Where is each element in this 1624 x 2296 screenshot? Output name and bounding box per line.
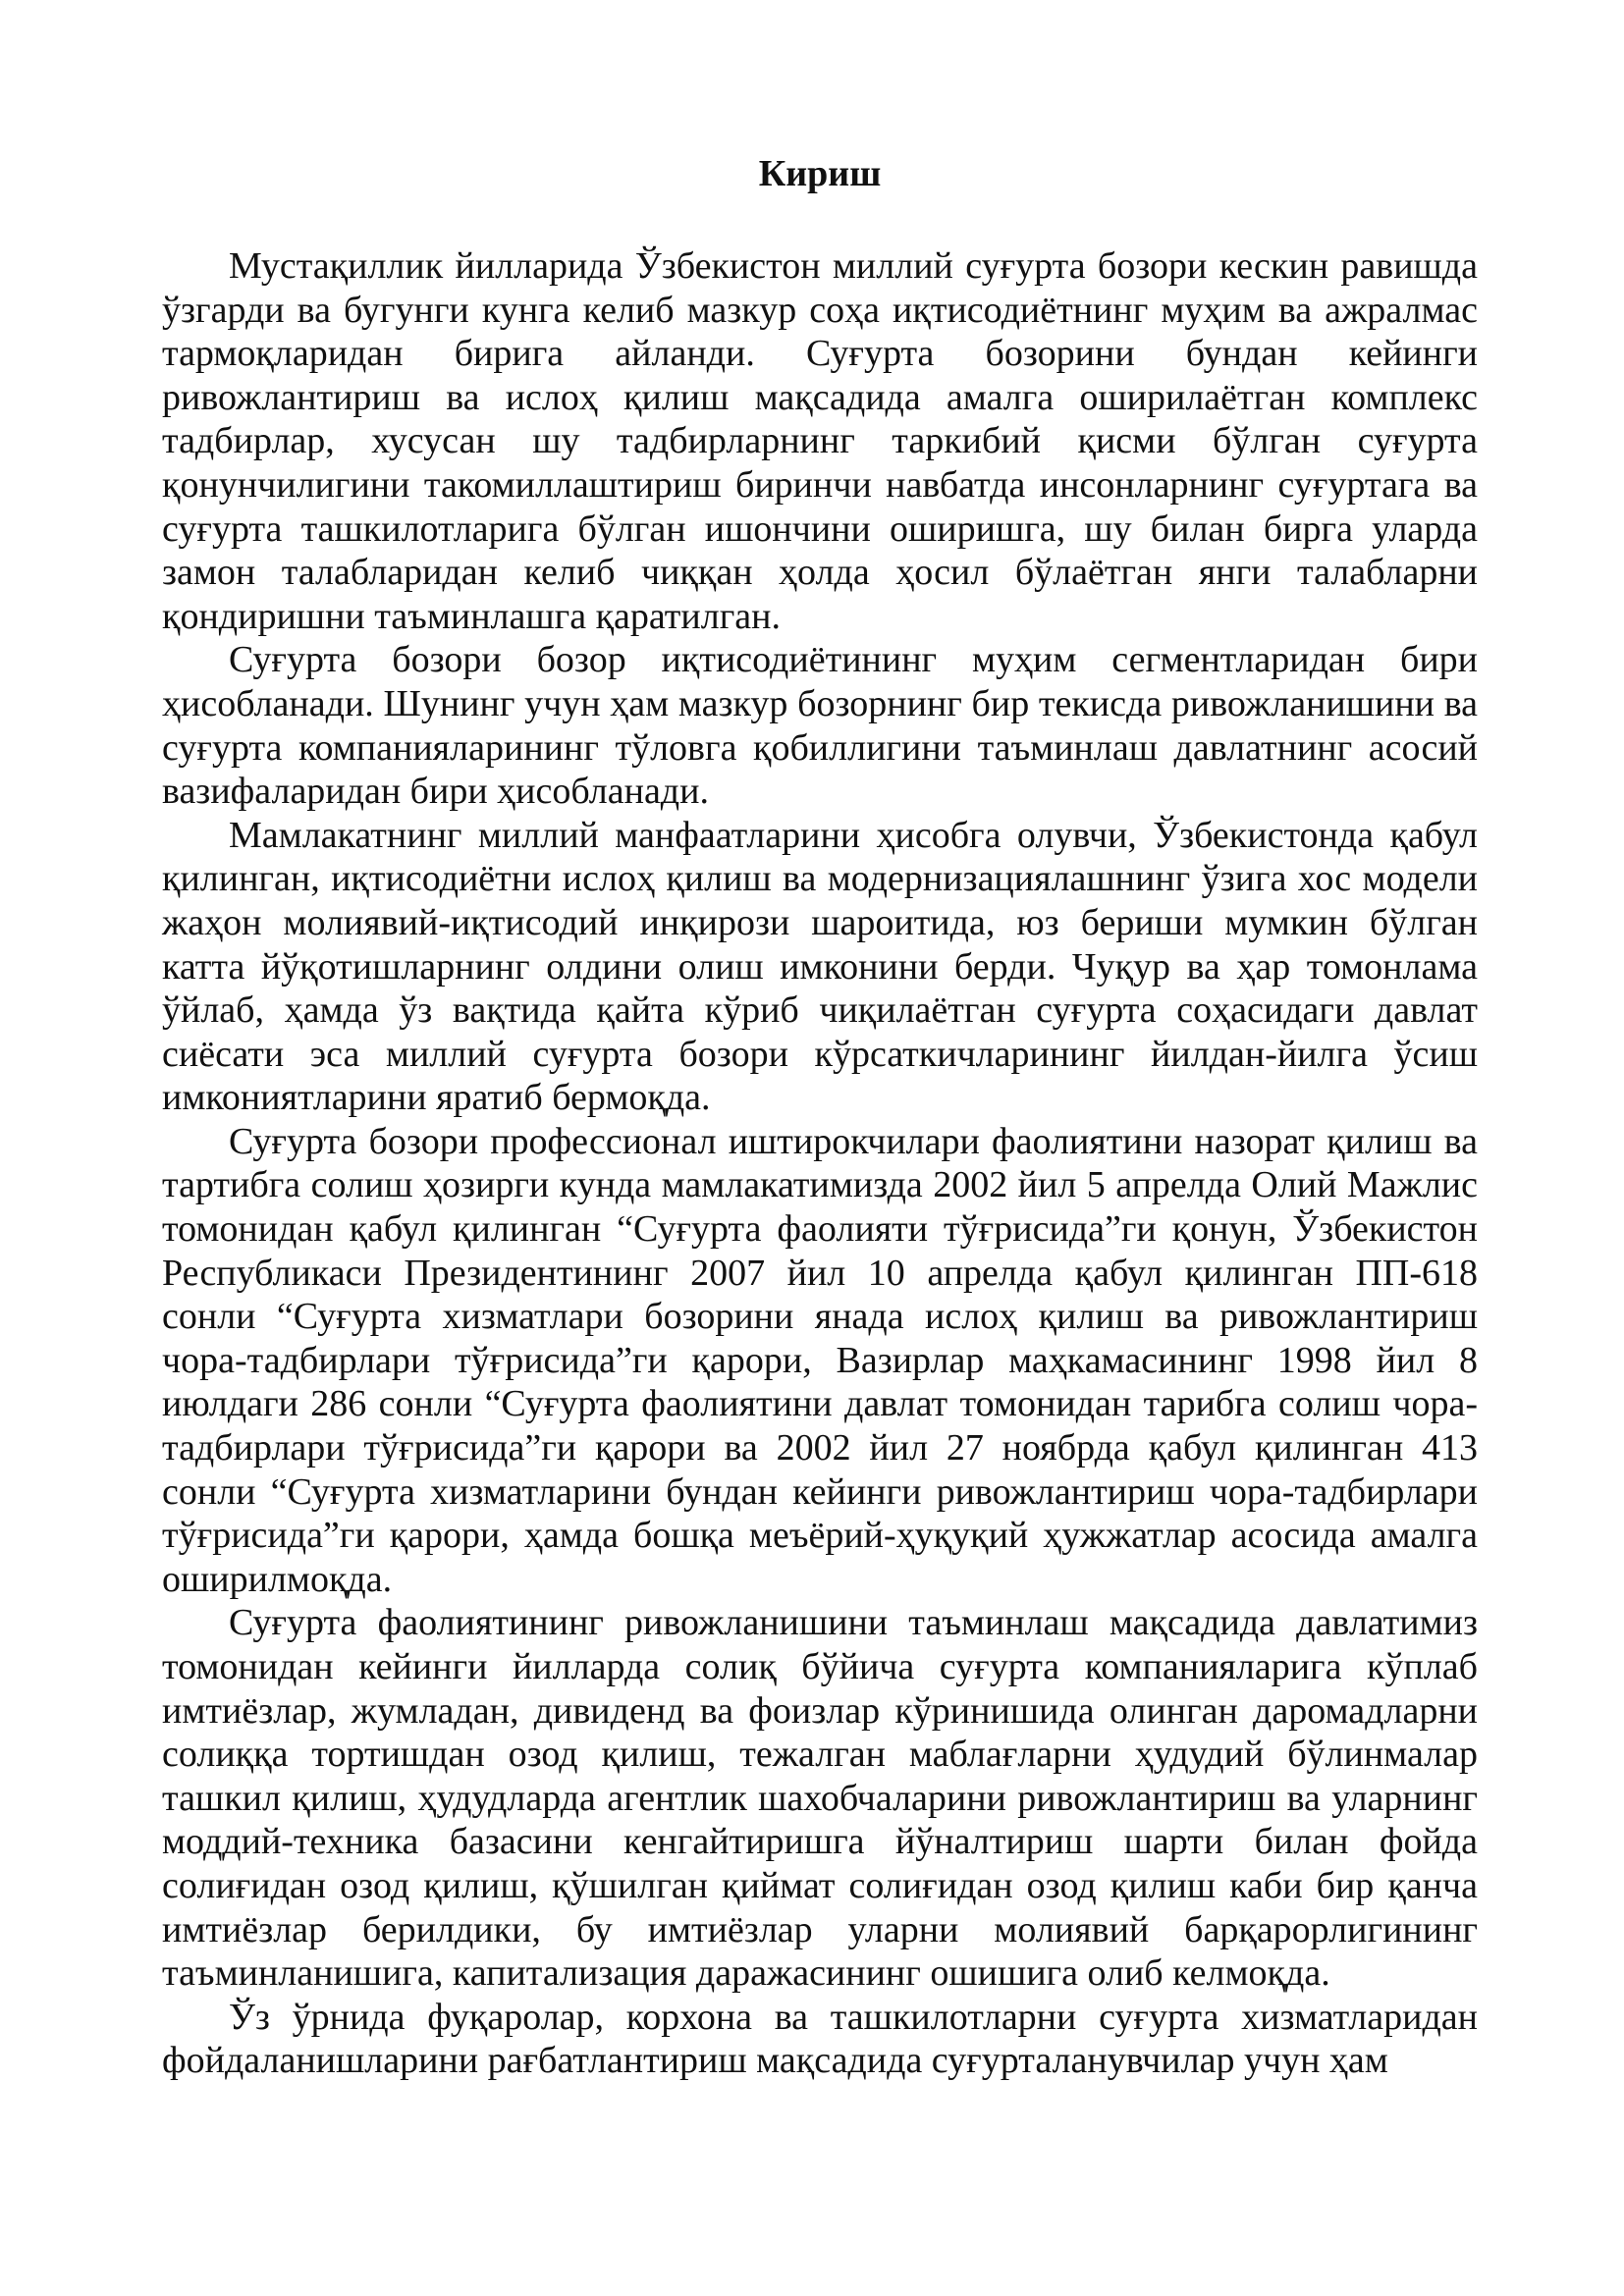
paragraph-1: Мустақиллик йилларида Ўзбекистон миллий суғурта бозори кескин равишда ўзгарди ва бугунги кунга келиб мазкур соҳа иқтисодиётнинг муҳим ва ажралмас тармоқларидан бирига айланди. Суғурта бозорини бундан кейинги ривожлантириш ва ислоҳ қилиш мақсадида амалга оширилаётган комплекс тадбирлар, хусусан шу тадбирларнинг таркибий қисми бўлган суғурта қонунчилигини такомиллаштириш биринчи навбатда инсонларнинг суғуртага ва суғурта ташкилотларига бўлган ишончини оширишга, шу билан бирга уларда замон талабларидан келиб чиққан ҳолда ҳосил бўлаётган янги талабларни қондиришни таъминлашга қаратилган. <box>162 245 1478 637</box>
paragraph-5: Суғурта фаолиятининг ривожланишини таъминлаш мақсадида давлатимиз томонидан кейинги йилларда солиқ бўйича суғурта компанияларига кўплаб имтиёзлар, жумладан, дивиденд ва фоизлар кўринишида олинган даромадларни солиққа тортишдан озод қилиш, тежалган маблағларни ҳудудий бўлинмалар ташкил қилиш, ҳудудларда агентлик шахобчаларини ривожлантириш ва уларнинг моддий-техника базасини кенгайтиришга йўналтириш шарти билан фойда солиғидан озод қилиш, қўшилган қиймат солиғидан озод қилиш каби бир қанча имтиёзлар берилдики, бу имтиёзлар уларни молиявий барқарорлигининг таъминланишига, капитализация даражасининг ошишига олиб келмоқда. <box>162 1602 1478 1995</box>
paragraph-2: Суғурта бозори бозор иқтисодиётининг муҳим сегментларидан бири ҳисобланади. Шунинг учун ҳам мазкур бозорнинг бир текисда ривожланишини ва суғурта компанияларининг тўловга қобиллигини таъминлаш давлатнинг асосий вазифаларидан бири ҳисобланади. <box>162 639 1478 813</box>
page-title: Кириш <box>758 153 882 194</box>
paragraph-4: Суғурта бозори профессионал иштирокчилари фаолиятини назорат қилиш ва тартибга солиш ҳозирги кунда мамлакатимизда 2002 йил 5 апрелда Олий Мажлис томонидан қабул қилинган “Суғурта фаолияти тўғрисида”ги қонун, Ўзбекистон Республикаси Президентининг 2007 йил 10 апрелда қабул қилинган ПП-618 сонли “Суғурта хизматлари бозорини янада ислоҳ қилиш ва ривожлантириш чора-тадбирлари тўғрисида”ги қарори, Вазирлар маҳкамасининг 1998 йил 8 июлдаги 286 сонли “Суғурта фаолиятини давлат томонидан тарибга солиш чора-тадбирлари тўғрисида”ги қарори ва 2002 йил 27 ноябрда қабул қилинган 413 сонли “Суғурта хизматларини бундан кейинги ривожлантириш чора-тадбирлари тўғрисида”ги қарори, ҳамда бошқа меъёрий-ҳуқуқий ҳужжатлар асосида амалга оширилмоқда. <box>162 1120 1478 1600</box>
document-page <box>162 152 1478 2083</box>
paragraph-6: Ўз ўрнида фуқаролар, корхона ва ташкилотларни суғурта хизматларидан фойдаланишларини рағбатлантириш мақсадида суғурталанувчилар учун ҳам <box>162 1996 1478 2082</box>
paragraph-3: Мамлакатнинг миллий манфаатларини ҳисобга олувчи, Ўзбекистонда қабул қилинган, иқтисодиётни ислоҳ қилиш ва модернизациялашнинг ўзига хос модели жаҳон молиявий-иқтисодий инқирози шароитида, юз бериши мумкин бўлган катта йўқотишларнинг олдини олиш имконини берди. Чуқур ва ҳар томонлама ўйлаб, ҳамда ўз вақтида қайта кўриб чиқилаётган суғурта соҳасидаги давлат сиёсати эса миллий суғурта бозори кўрсаткичларининг йилдан-йилга ўсиш имкониятларини яратиб бермоқда. <box>162 814 1478 1119</box>
